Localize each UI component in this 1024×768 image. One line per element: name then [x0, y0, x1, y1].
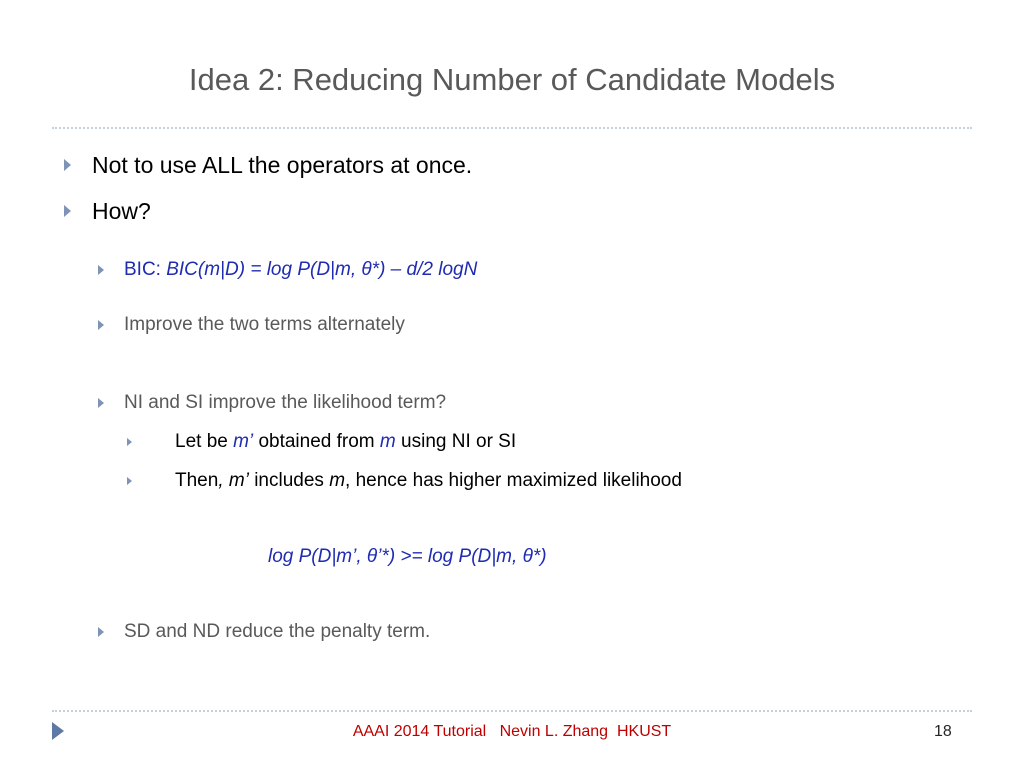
sub-bullet-bic [124, 259, 477, 281]
text-run: Then [175, 470, 219, 491]
sub-sub-bullet-then [175, 470, 682, 492]
math-m-prime: , m’ [218, 470, 249, 491]
math-m: m [379, 431, 396, 452]
bic-formula: BIC(m|D) = log P(D|m, θ*) – d/2 logN [166, 259, 478, 280]
footer-credit: AAAI 2014 Tutorial Nevin L. Zhang HKUST [352, 723, 672, 740]
text-run: includes [248, 470, 330, 491]
bullet-text: NI and SI improve the likelihood term? [124, 392, 447, 413]
bullet-triangle-icon [127, 438, 132, 446]
bullet-how [92, 198, 151, 225]
bullet-text: Improve the two terms alternately [124, 314, 405, 335]
sub-bullet-ni-si [124, 392, 446, 414]
bullet-text: How? [92, 198, 151, 224]
bullet-not-all-operators [92, 152, 472, 179]
text-run: using NI or SI [395, 431, 517, 452]
sub-bullet-improve [124, 314, 405, 336]
bullet-triangle-icon [98, 320, 104, 330]
math-m-prime: m’ [233, 431, 254, 452]
likelihood-formula: log P(D|m’, θ’*) >= log P(D|m, θ*) [268, 546, 547, 567]
bullet-text: SD and ND reduce the penalty term. [124, 621, 431, 642]
bullet-triangle-icon [64, 205, 71, 217]
math-m: m [329, 470, 346, 491]
sub-bullet-sd-nd [124, 621, 430, 643]
bullet-triangle-icon [98, 398, 104, 408]
bullet-text: Not to use ALL the operators at once. [92, 152, 473, 178]
footer-divider [52, 710, 972, 712]
page-number: 18 [934, 723, 952, 740]
bic-label: BIC: [124, 259, 167, 280]
text-run: Let be [175, 431, 234, 452]
text-run: , hence has higher maximized likelihood [345, 470, 682, 491]
bullet-triangle-icon [127, 477, 132, 485]
sub-sub-bullet-let-be [175, 431, 516, 453]
text-run: obtained from [253, 431, 380, 452]
bullet-triangle-icon [64, 159, 71, 171]
slide-title: Idea 2: Reducing Number of Candidate Models [188, 62, 836, 97]
bullet-triangle-icon [98, 265, 104, 275]
title-divider [52, 127, 972, 129]
bullet-triangle-icon [98, 627, 104, 637]
